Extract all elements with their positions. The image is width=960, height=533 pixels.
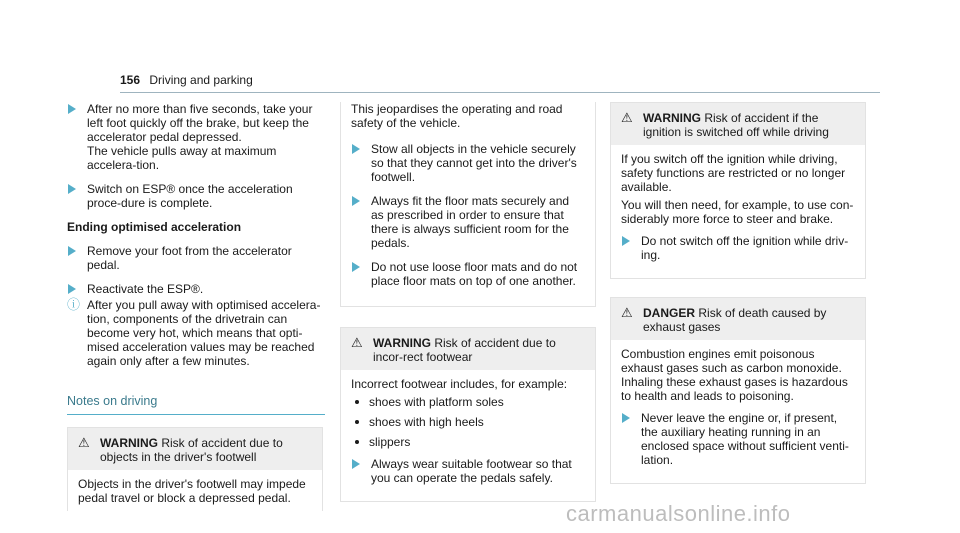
step-text: Do not switch off the ignition while driv-ing. <box>641 234 849 262</box>
step-text: Remove your foot from the accelerator pedal. <box>87 244 292 272</box>
page-number: 156 <box>120 73 141 87</box>
list-item <box>351 395 585 409</box>
step-text: Do not use loose floor mats and do not place floor mats on top of one another. <box>371 260 578 288</box>
step-text: Reactivate the ESP®. <box>87 282 204 296</box>
warning-label: WARNING <box>643 111 701 125</box>
arrow-right-icon <box>352 196 360 206</box>
step-result: The vehicle pulls away at maximum accelera-tion. <box>87 144 277 172</box>
step-text: Stow all objects in the vehicle securely so that they cannot get into the driver's footwell. <box>371 142 577 184</box>
danger-body <box>611 340 865 483</box>
danger-box <box>610 297 866 484</box>
page-header <box>120 73 253 87</box>
instruction-step <box>67 182 323 210</box>
step-text: Always wear suitable footwear so that you can operate the pedals safely. <box>371 457 572 485</box>
arrow-right-icon <box>352 262 360 272</box>
list-item-text: shoes with high heels <box>369 415 484 429</box>
warning-body <box>341 370 595 501</box>
step-text: After no more than five seconds, take your left foot quickly off the brake, but keep the accelerator pedal depressed. <box>87 102 313 144</box>
warning-title: Risk of accident due to incor-rect footwear <box>373 336 556 364</box>
danger-header <box>611 298 865 340</box>
column-3 <box>610 102 866 498</box>
instruction-step <box>351 260 585 288</box>
instruction-step <box>67 102 323 172</box>
instruction-step <box>621 411 855 467</box>
step-text: Always fit the floor mats securely and as prescribed in order to ensure that there is always sufficient room for the pedals. <box>371 194 570 250</box>
warning-header <box>611 103 865 145</box>
danger-title: Risk of death caused by exhaust gases <box>643 306 827 334</box>
info-note <box>67 298 323 368</box>
section-title: Driving and parking <box>149 73 253 87</box>
instruction-step <box>67 282 323 296</box>
warning-label: WARNING <box>100 436 158 450</box>
list-item-text: shoes with platform soles <box>369 395 504 409</box>
warning-body: Objects in the driver's footwell may impede pedal travel or block a depressed pedal. <box>78 477 306 505</box>
section-divider <box>67 414 325 415</box>
arrow-right-icon <box>68 104 76 114</box>
list-item <box>351 435 585 449</box>
warning-title: Risk of accident due to objects in the driver's footwell <box>100 436 283 464</box>
header-divider <box>120 92 880 93</box>
bullet-dot <box>355 420 359 424</box>
warning-box <box>67 427 323 511</box>
warning-text: You will then need, for example, to use con-siderably more force to steer and brake. <box>621 198 854 226</box>
warning-triangle-icon: ⚠ <box>621 305 633 320</box>
instruction-step <box>351 142 585 184</box>
column-1 <box>67 102 323 525</box>
instruction-step <box>621 234 855 262</box>
bullet-dot <box>355 440 359 444</box>
warning-label: WARNING <box>373 336 431 350</box>
section-heading: Notes on driving <box>67 394 158 408</box>
instruction-step <box>351 457 585 485</box>
list-item <box>351 415 585 429</box>
warning-box-continued <box>340 102 596 307</box>
step-text: Switch on ESP® once the acceleration proce-dure is complete. <box>87 182 293 210</box>
warning-triangle-icon: ⚠ <box>78 435 90 450</box>
danger-text: Combustion engines emit poisonous exhaust gases such as carbon monoxide. Inhaling these exhaust gases is hazardous to health and leads to poisoning. <box>621 347 848 403</box>
instruction-step <box>67 244 323 272</box>
list-item-text: slippers <box>369 435 411 449</box>
bullet-dot <box>355 400 359 404</box>
info-text: After you pull away with optimised accelera-tion, components of the drivetrain can become very hot, which means that opti-mised acceleration values may be reached again only after a few minutes. <box>87 298 321 368</box>
danger-label: DANGER <box>643 306 696 320</box>
arrow-right-icon <box>68 246 76 256</box>
warning-text: Incorrect footwear includes, for example: <box>351 377 568 391</box>
warning-body <box>611 145 865 278</box>
watermark: carmanualsonline.info <box>566 501 791 526</box>
warning-header <box>68 428 322 470</box>
warning-triangle-icon: ⚠ <box>351 335 363 350</box>
column-2 <box>340 102 596 516</box>
arrow-right-icon <box>352 459 360 469</box>
instruction-step <box>351 194 585 250</box>
arrow-right-icon <box>622 413 630 423</box>
arrow-right-icon <box>622 236 630 246</box>
warning-title: Risk of accident if the ignition is switched off while driving <box>643 111 829 139</box>
warning-body: This jeopardises the operating and road safety of the vehicle. <box>351 102 563 130</box>
arrow-right-icon <box>352 144 360 154</box>
warning-triangle-icon: ⚠ <box>621 110 633 125</box>
step-text: Never leave the engine or, if present, the auxiliary heating running in an enclosed space without sufficient venti-lation. <box>641 411 849 467</box>
arrow-right-icon <box>68 184 76 194</box>
warning-text: If you switch off the ignition while driving, safety functions are restricted or no longer available. <box>621 152 846 194</box>
warning-box <box>610 102 866 279</box>
info-icon: ⓘ <box>67 297 81 312</box>
warning-box <box>340 327 596 502</box>
subheading: Ending optimised acceleration <box>67 220 242 234</box>
warning-header <box>341 328 595 370</box>
arrow-right-icon <box>68 284 76 294</box>
